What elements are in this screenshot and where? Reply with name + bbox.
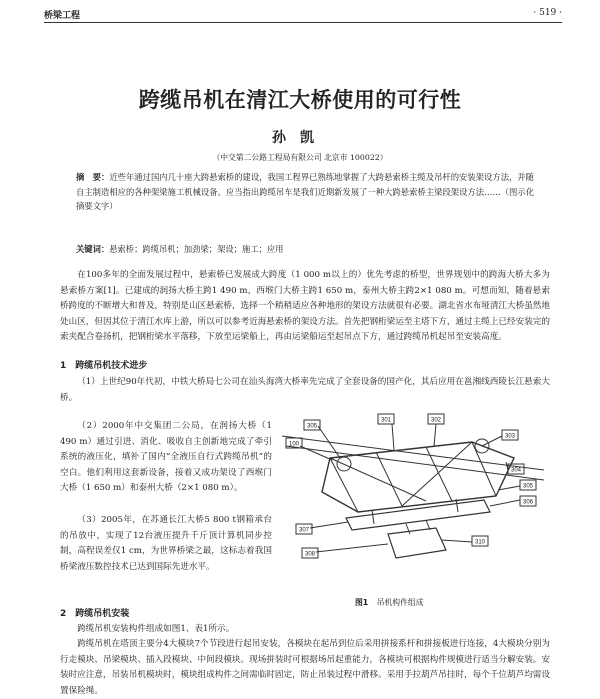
running-head xyxy=(44,6,562,23)
keywords-label: 关键词： xyxy=(76,244,110,254)
callout-label: 307 xyxy=(298,527,310,534)
section-2-heading: 2 跨缆吊机安装 xyxy=(60,609,130,619)
section-1-para-3: （3）2005年，在苏通长江大桥5 800 t钢箱承台的吊放中，实现了12台液压提升千斤顶计算机同步控制，高程误差仅1 cm，为世界桥梁之最，这标志着我国桥梁液压数控技术已达到国际先进水平。 xyxy=(60,515,272,572)
abstract xyxy=(76,170,534,214)
main-cable xyxy=(282,433,544,470)
callout-label: 302 xyxy=(430,417,442,424)
callout-label: 306 xyxy=(522,499,534,506)
frame-brace xyxy=(426,447,452,501)
callout-label: 100 xyxy=(288,441,300,448)
figure-caption-label: 图1 xyxy=(355,598,369,607)
spreader-hanger xyxy=(406,524,410,534)
keywords-text: 悬索桥；跨缆吊机；加劲梁；架设；施工；应用 xyxy=(109,244,284,254)
abstract-label: 摘 要： xyxy=(76,172,110,182)
abstract-text: 近些年通过国内几十座大跨悬索桥的建设，我国工程界已熟练地掌握了大跨悬索桥主缆及吊杆的安装架设方法，并随自主制造相应的各种架梁施工机械设备。应当指出跨缆吊车是我们近期新发展了一种大跨悬索桥主梁段架设方法……（图示化摘要文字） xyxy=(76,172,534,212)
paper-title: 跨缆吊机在清江大桥使用的可行性 xyxy=(138,88,462,112)
section-1-para-2: （2）2000年中交集团二公局，在润扬大桥（1 490 m）通过引进、消化、吸收自主创新地完成了牵引系统的液压化，填补了国内“全液压自行式跨缆吊机”的空白。他们利用这套新设备，接着又成功架设了西堠门大桥（1 650 m）和泰州大桥（2×1 080 m）。 xyxy=(60,421,272,494)
callout-label: 303 xyxy=(504,433,516,440)
section-2-para-1: 跨缆吊机安装构件组成如图1、表1所示。 xyxy=(77,624,235,634)
hoist-rope xyxy=(372,510,374,524)
keywords xyxy=(76,242,534,256)
callout-label: 305 xyxy=(306,423,318,430)
author-affiliation: （中交第二公路工程局有限公司 北京市 100022） xyxy=(212,153,388,162)
author-name: 孙凯 xyxy=(272,130,328,146)
crane-drawing xyxy=(276,400,550,588)
spreader xyxy=(388,528,446,558)
frame-diagonal xyxy=(402,442,472,506)
callout-label: 301 xyxy=(380,417,392,424)
intro-paragraph: 在100多年的全面发展过程中，悬索桥已发展成大跨度（1 000 m以上的）优先考虑的桥型，世界规划中的跨海大桥大多为悬索桥方案[1]。已建成的润扬大桥主跨1 490 m，西堠门大桥主跨1 650 m，泰州大桥主跨2×1 080 m。可想而知，随着悬索桥跨度的不断增大和普及，特别是山区悬索桥，选择一个稍稍适应各种地形的架设方法就很有必要。湖北省水布垭清江大桥虽然地处山区，但因其位于清江水库上游，所以可以参考近海悬索桥的架设方法。首先把钢桁梁运至主塔下方，通过主缆上已经安装完的索夹配合卷扬机，把钢桁梁水平落移，下放至运梁船上，再由运梁船运至起吊点下方，通过跨缆吊机起吊至安装高度。 xyxy=(60,270,550,343)
page-number: · 519 · xyxy=(533,8,562,18)
frame-brace xyxy=(376,452,402,506)
callout-label: 305 xyxy=(522,483,534,490)
figure-caption xyxy=(355,597,424,608)
section-2-para-2: 跨缆吊机在塔顶主要分4大模块7个节段进行起吊安装，各模块在起吊到位后采用拼接系杆和拼接板进行连接，4大模块分别为行走模块、吊梁模块、插入段模块、中间段模块。现场拼装时可根据场吊起重能力，各模块可根据构件规模进行适当分解安装。安装时应注意，吊装吊机模块时，模块组成构件之间需临时固定，防止吊装过程中滑移。采用手拉葫芦吊挂时，每个千位葫芦均需设置保险绳。 xyxy=(60,639,550,696)
callout-label: 304 xyxy=(510,467,522,474)
figure-crane-diagram xyxy=(276,400,550,588)
figure-caption-text: 吊机构件组成 xyxy=(376,598,424,607)
journal-section: 桥梁工程 xyxy=(44,11,81,21)
section-1-heading: 1 跨缆吊机技术进步 xyxy=(60,361,148,371)
callout-label: 308 xyxy=(304,551,316,558)
frame-diagonal xyxy=(330,458,426,501)
callout-label: 310 xyxy=(474,539,486,546)
section-1-para-1: （1）上世纪90年代初，中铁大桥局七公司在汕头海湾大桥率先完成了全套设备的国产化，其后应用在邕湘线西陵长江悬索大桥。 xyxy=(60,377,550,403)
